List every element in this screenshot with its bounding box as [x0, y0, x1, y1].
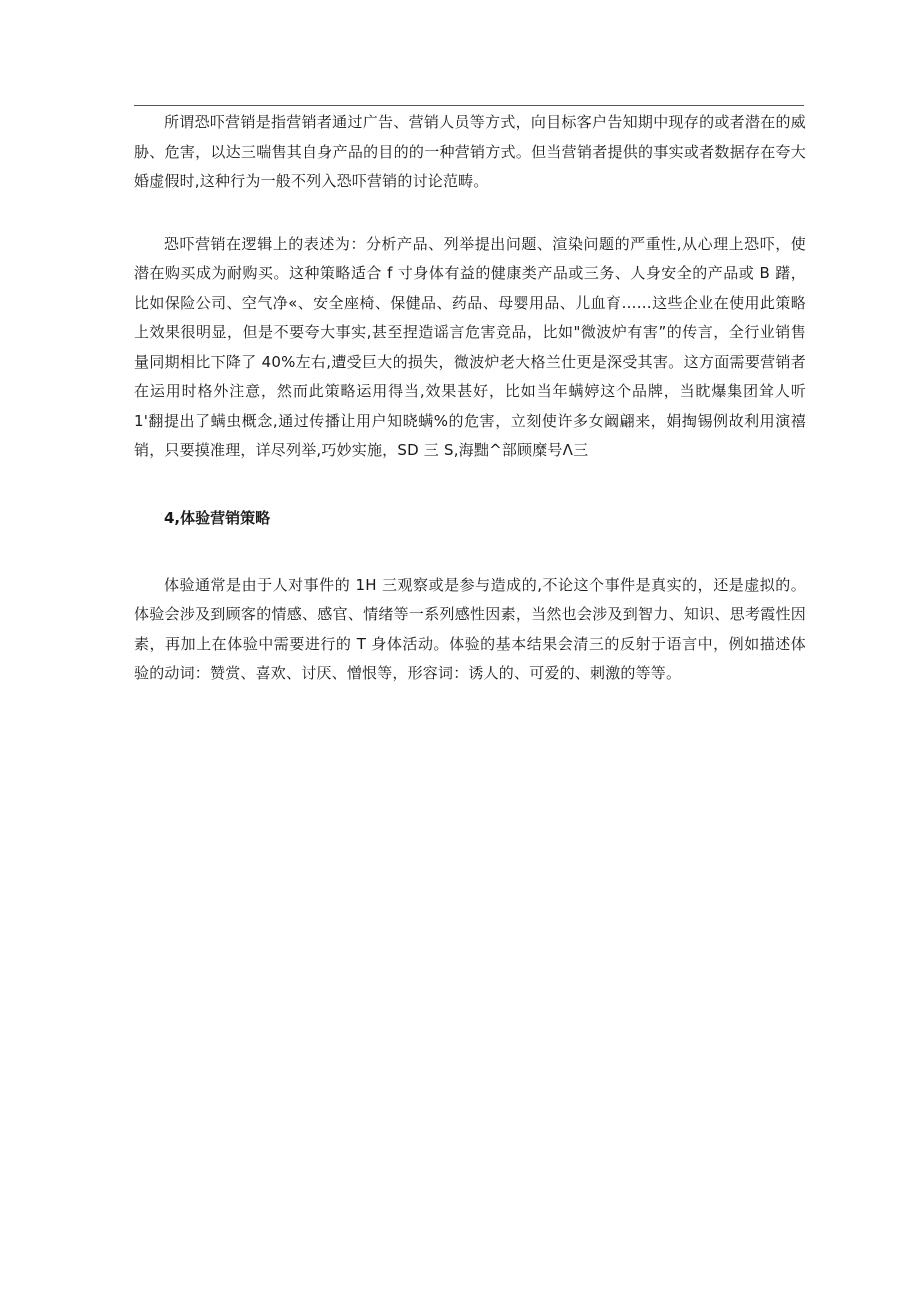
paragraph-fear-marketing-definition: 所谓恐吓营销是指营销者通过广告、营销人员等方式，向目标客户告知期中现存的或者潜在的威胁、危害，以达三喘售其自身产品的目的的一种营销方式。但当营销者提供的事实或者数据存在夸大婚虚假时,这种行为一般不列入恐吓营销的讨论范畴。 [134, 113, 806, 190]
header-rule [134, 105, 804, 106]
paragraph-experience-definition: 体验通常是由于人对事件的 1H 三观察或是参与造成的,不论这个事件是真实的，还是虚拟的。体验会涉及到顾客的情感、感官、情绪等一系列感性因素，当然也会涉及到智力、知识、思考霞性因素，再加上在体验中需要进行的 T 身体活动。体验的基本结果会清三的反射于语言中，例如描述体验的动词：赞赏、喜欢、讨厌、憎恨等，形容词：诱人的、可爱的、刺激的等等。 [134, 575, 806, 682]
document-body [134, 108, 806, 689]
paragraph-fear-marketing-logic: 恐吓营销在逻辑上的表述为：分析产品、列举提出问题、渲染问题的严重性,从心理上恐吓，使潜在购买成为耐购买。这种策略适合 f 寸身体有益的健康类产品或三务、人身安全的产品或 B 躇，比如保险公司、空气净«、安全座椅、保健品、药品、母婴用品、儿血育……这些企业在使用此策略上效果很明显，但是不要夸大事实,甚至捏造谣言危害竞品，比如"微波炉有害”的传言，全行业销售量同期相比下降了 40%左右,遭受巨大的损失，微波炉老大格兰仕更是深受其害。这方面需要营销者在运用时格外注意，然而此策略运用得当,效果甚好，比如当年螨婷这个品牌，当眈爆集团耸人听 1'翻提出了螨虫概念,通过传播让用户知晓螨%的危害，立刻使许多女阚翩来，娟掏锡例故利用演禧销，只要摸准理，详尽列举,巧妙实施，SD 三 S,海黜^部顾糜号Λ三 [134, 234, 806, 459]
section-heading-experience-marketing: 4,体验营销策略 [164, 508, 271, 527]
